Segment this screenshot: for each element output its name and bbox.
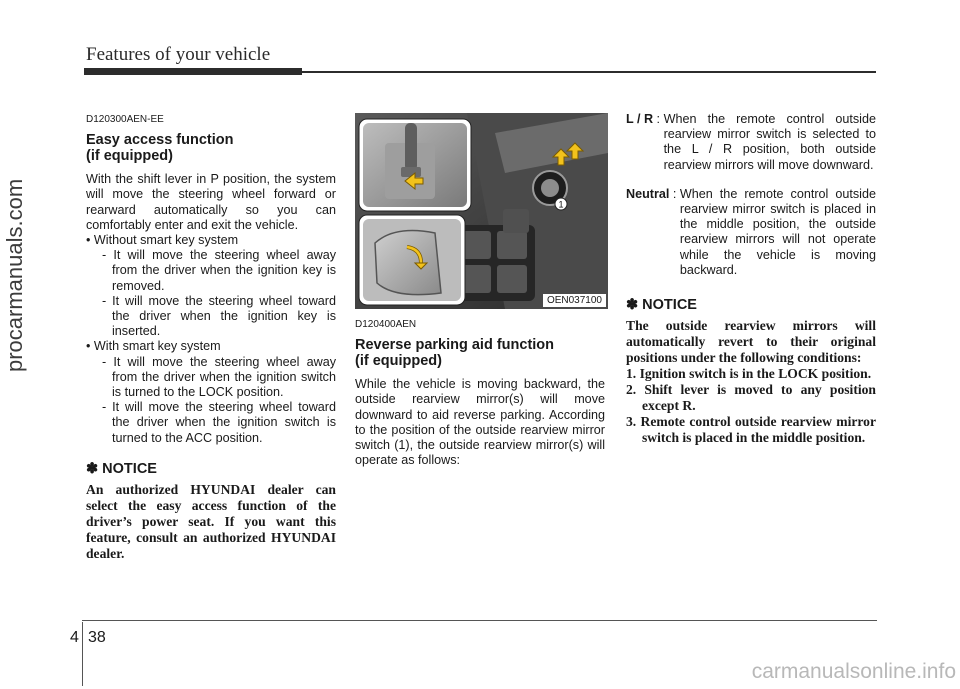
column-modes-notice xyxy=(626,112,876,446)
dash-item: - It will move the steering wheel toward the driver when the ignition key is inserted. xyxy=(102,293,336,339)
watermark-bottom: carmanualsonline.info xyxy=(751,660,956,683)
page-header-title: Features of your vehicle xyxy=(86,44,271,65)
mode-separator: : xyxy=(653,112,664,126)
mode-term: Neutral xyxy=(626,186,670,201)
footer-page-number: 38 xyxy=(88,629,106,646)
notice-intro: The outside rearview mirrors will automatically revert to their original positions under the following conditions: xyxy=(626,318,876,366)
mode-description: When the remote control outside rearview mirror switch is placed in the middle position, the outside rearview mirrors will not operate while the vehicle is moving backward. xyxy=(679,186,876,277)
figure-illustration xyxy=(355,113,608,309)
dash-item: - It will move the steering wheel toward the driver when the ignition switch is turned to the ACC position. xyxy=(102,400,336,445)
intro-paragraph: With the shift lever in P position, the system will move the steering wheel forward or rearward automatically so you can comfortably enter and exit the vehicle. xyxy=(86,172,336,232)
bullet-with-smart-key: • With smart key system xyxy=(86,339,221,354)
notice-item: 1. Ignition switch is in the LOCK position. xyxy=(626,366,872,382)
mode-neutral xyxy=(626,187,876,278)
section-title-easy-access xyxy=(86,132,336,164)
mode-term: L / R xyxy=(626,112,654,126)
bullet-without-smart-key: • Without smart key system xyxy=(86,233,239,248)
column-reverse-parking xyxy=(355,305,605,468)
footer-chapter-number: 4 xyxy=(70,629,79,646)
notice-heading: ✽ NOTICE xyxy=(626,297,697,314)
mirror-switch-figure xyxy=(355,113,608,309)
title-line-1: Reverse parking aid function xyxy=(355,337,555,354)
mode-lr xyxy=(626,112,876,173)
footer-rule xyxy=(82,620,877,621)
figure-caption: OEN037100 xyxy=(543,294,606,307)
title-line-2: (if equipped) xyxy=(86,148,173,165)
section-code: D120400AEN xyxy=(355,319,417,330)
title-line-1: Easy access function xyxy=(86,132,234,149)
reverse-parking-body: While the vehicle is moving backward, the outside rearview mirror(s) will move downward to aid reverse parking. According to the position of the outside rearview mirror switch (1), the outside rearview mirror(s) will operate as follows: xyxy=(355,377,605,468)
dash-item: - It will move the steering wheel away from the driver when the ignition key is removed. xyxy=(102,248,336,293)
figure-callout-1: 1 xyxy=(558,199,564,210)
header-rule-thin xyxy=(302,71,876,73)
notice-text: An authorized HYUNDAI dealer can select the easy access function of the driver’s power seat. If you want this feature, consult an authorized HYUNDAI dealer. xyxy=(86,482,336,562)
column-easy-access xyxy=(86,100,336,562)
notice-item: 3. Remote control outside rearview mirror switch is placed in the middle position. xyxy=(626,414,876,446)
notice-heading: ✽ NOTICE xyxy=(86,460,157,477)
mode-separator: : xyxy=(669,186,680,201)
watermark-left: procarmanuals.com xyxy=(2,178,27,372)
footer-divider xyxy=(82,622,83,686)
dash-item: - It will move the steering wheel away from the driver when the ignition switch is turned to the LOCK position. xyxy=(102,354,336,400)
notice-item: 2. Shift lever is moved to any position except R. xyxy=(626,382,876,414)
section-title-reverse-parking xyxy=(355,337,605,369)
title-line-2: (if equipped) xyxy=(355,353,442,370)
section-code: D120300AEN-EE xyxy=(86,114,164,125)
mode-description: When the remote control outside rearview mirror switch is selected to the L / R position, both outside rearview mirrors will move downward. xyxy=(663,112,876,172)
header-rule-thick xyxy=(84,68,302,75)
